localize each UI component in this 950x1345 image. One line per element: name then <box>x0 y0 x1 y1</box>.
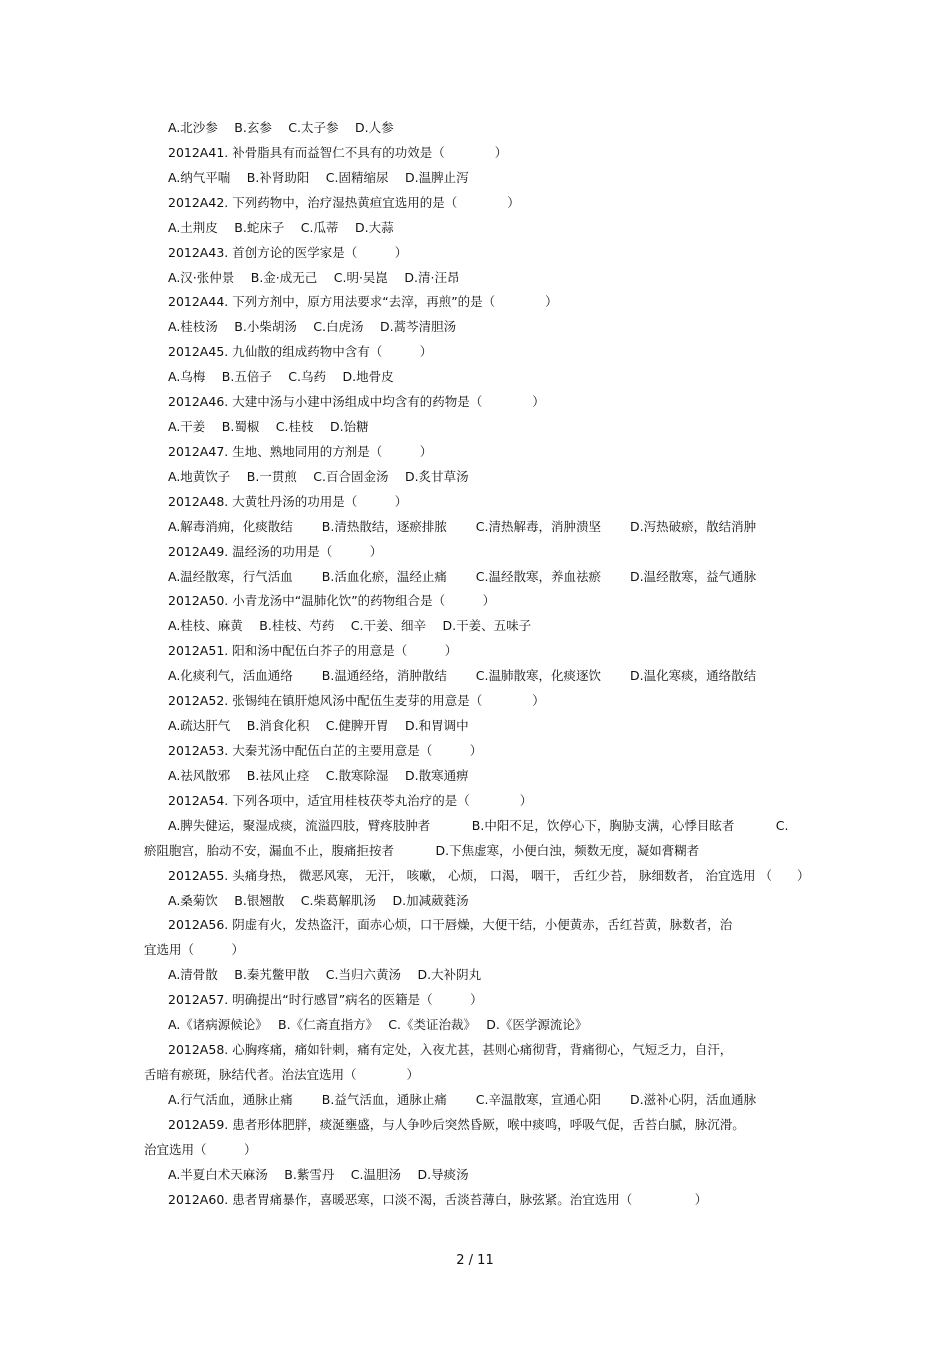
question-line: 2012A59. 患者形体肥胖，痰涎壅盛，与人争吵后突然昏厥，喉中痰鸣，呼吸气促，舌苔白腻，脉沉滑。 <box>168 1116 745 1132</box>
options-line: A.桂枝、麻黄 B.桂枝、芍药 C.干姜、细辛 D.干姜、五味子 <box>168 618 532 634</box>
options-line: A.土荆皮 B.蛇床子 C.瓜蒂 D.大蒜 <box>168 219 394 235</box>
continuation-line: 治宜选用（ ） <box>144 1141 257 1157</box>
question-line: 2012A43. 首创方论的医学家是（ ） <box>168 244 408 260</box>
question-line: 2012A52. 张锡纯在镇肝熄风汤中配伍生麦芽的用意是（ ） <box>168 693 545 709</box>
options-line: A.桂枝汤 B.小柴胡汤 C.白虎汤 D.蒿芩清胆汤 <box>168 319 457 335</box>
question-line: 2012A53. 大秦艽汤中配伍白芷的主要用意是（ ） <box>168 743 483 758</box>
options-line: A.温经散寒，行气活血 B.活血化瘀，温经止痛 C.温经散寒，养血祛瘀 D.温经散寒，益气通脉 <box>168 568 757 584</box>
question-line: 2012A57. 明确提出“时行感冒”病名的医籍是（ ） <box>168 992 483 1008</box>
options-line: A.地黄饮子 B.一贯煎 C.百合固金汤 D.炙甘草汤 <box>168 468 469 484</box>
options-line: A.行气活血，通脉止痛 B.益气活血，通脉止痛 C.辛温散寒，宣通心阳 D.滋补心阴，活血通脉 <box>168 1091 757 1107</box>
options-line: A.《诸病源候论》 B.《仁斋直指方》 C.《类证治裁》 D.《医学源流论》 <box>168 1017 588 1033</box>
question-line: 2012A58. 心胸疼痛，痛如针刺，痛有定处，入夜尤甚，甚则心痛彻背，背痛彻心，气短乏力，自汗， <box>168 1042 733 1058</box>
question-line: 2012A60. 患者胃痛暴作，喜暖恶寒，口淡不渴，舌淡苔薄白，脉弦紧。治宜选用（ ） <box>168 1191 708 1207</box>
options-line: A.脾失健运，聚湿成痰，流溢四肢，臂疼肢肿者 B.中阳不足，饮停心下，胸胁支满，心悸目眩者 C. <box>168 817 789 833</box>
options-line: A.祛风散邪 B.祛风止痉 C.散寒除湿 D.散寒通痹 <box>168 767 469 783</box>
options-line: A.干姜 B.蜀椒 C.桂枝 D.饴糖 <box>168 419 369 435</box>
question-line: 2012A49. 温经汤的功用是（ ） <box>168 543 383 559</box>
options-line: A.解毒消痈，化痰散结 B.清热散结，逐瘀排脓 C.清热解毒，消肿溃坚 D.泻热破瘀，散结消肿 <box>168 518 757 534</box>
question-line: 2012A56. 阴虚有火，发热盗汗，面赤心烦，口干唇燥，大便干结，小便黄赤，舌红苔黄，脉数者，治 <box>168 917 733 933</box>
question-line: 2012A48. 大黄牡丹汤的功用是（ ） <box>168 493 408 509</box>
options-line: A.纳气平喘 B.补肾助阳 C.固精缩尿 D.温脾止泻 <box>168 169 469 185</box>
question-line: 2012A41. 补骨脂具有而益智仁不具有的功效是（ ） <box>168 144 508 160</box>
options-line: A.化痰利气，活血通络 B.温通经络，消肿散结 C.温肺散寒，化痰逐饮 D.温化寒痰，通络散结 <box>168 668 757 684</box>
question-line: 2012A55. 头痛身热， 微恶风寒， 无汗， 咳嗽， 心烦， 口渴， 咽干， 舌红少苔， 脉细数者， 治宜选用 （ ） <box>168 867 810 883</box>
options-line: A.半夏白术天麻汤 B.紫雪丹 C.温胆汤 D.导痰汤 <box>168 1166 469 1182</box>
continuation-line: 瘀阻胞宫，胎动不安，漏血不止，腹痛拒按者 D.下焦虚寒，小便白浊，频数无度，凝如膏糊者 <box>144 842 700 858</box>
page-number: 2 / 11 <box>456 1253 494 1268</box>
options-line: A.疏达肝气 B.消食化积 C.健脾开胃 D.和胃调中 <box>168 718 469 734</box>
options-line: A.乌梅 B.五倍子 C.乌药 D.地骨皮 <box>168 369 394 385</box>
question-line: 2012A42. 下列药物中，治疗湿热黄疸宜选用的是（ ） <box>168 194 520 210</box>
options-line: A.桑菊饮 B.银翘散 C.柴葛解肌汤 D.加减葳蕤汤 <box>168 892 469 908</box>
options-line: A.北沙参 B.玄参 C.太子参 D.人参 <box>168 120 394 135</box>
continuation-line: 舌暗有瘀斑，脉结代者。治法宜选用（ ） <box>144 1066 420 1082</box>
options-line: A.汉·张仲景 B.金·成无己 C.明·吴崑 D.清·汪昂 <box>168 269 460 285</box>
question-line: 2012A45. 九仙散的组成药物中含有（ ） <box>168 344 433 360</box>
question-line: 2012A46. 大建中汤与小建中汤组成中均含有的药物是（ ） <box>168 394 545 410</box>
question-line: 2012A54. 下列各项中，适宜用桂枝茯苓丸治疗的是（ ） <box>168 792 533 808</box>
question-line: 2012A44. 下列方剂中，原方用法要求“去滓，再煎”的是（ ） <box>168 294 558 310</box>
continuation-line: 宜选用（ ） <box>144 942 245 958</box>
question-line: 2012A47. 生地、熟地同用的方剂是（ ） <box>168 443 433 459</box>
options-line: A.清骨散 B.秦艽鳖甲散 C.当归六黄汤 D.大补阴丸 <box>168 967 482 983</box>
question-line: 2012A51. 阳和汤中配伍白芥子的用意是（ ） <box>168 643 458 659</box>
question-line: 2012A50. 小青龙汤中“温肺化饮”的药物组合是（ ） <box>168 593 496 609</box>
